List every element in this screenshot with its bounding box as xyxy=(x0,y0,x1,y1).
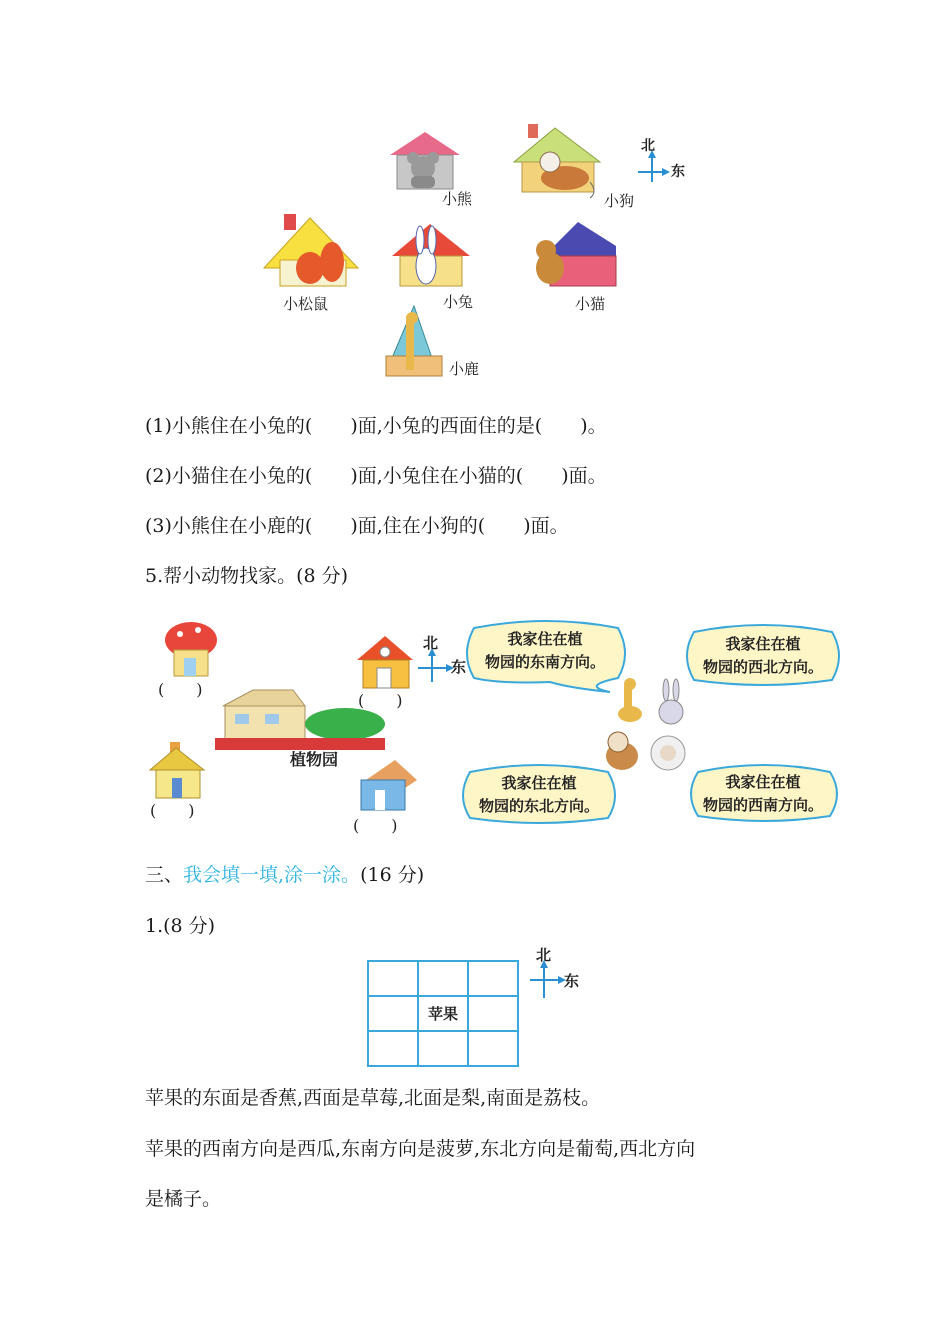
compass-east-label: 东 xyxy=(564,972,580,990)
deer-house-image xyxy=(382,304,444,380)
squirrel-house-image xyxy=(262,212,360,292)
answer-blank-4[interactable]: ( ) xyxy=(353,816,398,835)
compass-icon xyxy=(414,648,454,684)
sheep-image xyxy=(648,733,688,773)
compass-east-label: 东 xyxy=(451,658,467,676)
rabbit-label: 小兔 xyxy=(443,293,474,311)
fruit-grid xyxy=(367,960,519,1062)
bear-house-image xyxy=(385,130,465,192)
speech-bubble-2-text: 我家住在植 物园的西北方向。 xyxy=(702,635,823,676)
compass-north-label: 北 xyxy=(423,634,439,652)
grid-cell-sw[interactable] xyxy=(368,1031,418,1066)
compass-east-label: 东 xyxy=(671,164,685,180)
answer-blank-3[interactable]: ( ) xyxy=(150,801,195,820)
section-3-heading: 三、我会填一填,涂一涂。(16 分) xyxy=(145,864,425,886)
grid-cell-w[interactable] xyxy=(368,996,418,1031)
answer-blank-2[interactable]: ( ) xyxy=(358,691,403,710)
squirrel-label: 小松鼠 xyxy=(283,295,329,313)
blue-house-image xyxy=(355,758,419,814)
compass-icon xyxy=(526,960,566,1000)
bear-label: 小熊 xyxy=(442,190,473,208)
question-4-3: (3)小熊住在小鹿的( )面,住在小狗的( )面。 xyxy=(145,515,569,537)
garden-label: 植物园 xyxy=(290,750,339,769)
dog-image xyxy=(600,728,642,774)
giraffe-image xyxy=(612,676,648,726)
question-4-1: (1)小熊住在小兔的( )面,小兔的西面住的是( )。 xyxy=(145,415,607,437)
yellow-cottage-image xyxy=(148,740,206,800)
compass-icon xyxy=(634,150,670,184)
grid-cell-n[interactable] xyxy=(418,961,468,996)
grid-cell-center: 苹果 xyxy=(418,996,468,1031)
rabbit-house-image xyxy=(390,220,472,296)
instruction-line-1: 苹果的东面是香蕉,西面是草莓,北面是梨,南面是荔枝。 xyxy=(145,1087,601,1109)
grid-cell-e[interactable] xyxy=(468,996,518,1031)
deer-label: 小鹿 xyxy=(449,360,480,378)
rabbit-image xyxy=(655,678,687,726)
speech-bubble-1-text: 我家住在植 物园的东南方向。 xyxy=(484,630,605,671)
compass-north-label: 北 xyxy=(536,946,552,964)
orange-house-image xyxy=(355,634,415,690)
cat-house-image xyxy=(520,218,622,294)
grid-cell-se[interactable] xyxy=(468,1031,518,1066)
question-1-title: 1.(8 分) xyxy=(145,915,216,937)
mushroom-house-image xyxy=(162,620,220,678)
instruction-line-2: 苹果的西南方向是西瓜,东南方向是菠萝,东北方向是葡萄,西北方向 xyxy=(145,1138,696,1160)
question-5-title: 5.帮小动物找家。(8 分) xyxy=(145,565,349,587)
grid-cell-s[interactable] xyxy=(418,1031,468,1066)
answer-blank-1[interactable]: ( ) xyxy=(158,680,203,699)
instruction-line-3: 是橘子。 xyxy=(145,1188,222,1210)
cat-label: 小猫 xyxy=(575,295,606,313)
grid-cell-ne[interactable] xyxy=(468,961,518,996)
question-4-2: (2)小猫住在小兔的( )面,小兔住在小猫的( )面。 xyxy=(145,465,607,487)
grid-cell-nw[interactable] xyxy=(368,961,418,996)
compass-north-label: 北 xyxy=(641,138,655,154)
speech-bubble-4-text: 我家住在植 物园的西南方向。 xyxy=(702,773,823,814)
dog-label: 小狗 xyxy=(604,192,635,210)
dog-house-image xyxy=(510,122,605,200)
speech-bubble-3-text: 我家住在植 物园的东北方向。 xyxy=(478,774,599,815)
